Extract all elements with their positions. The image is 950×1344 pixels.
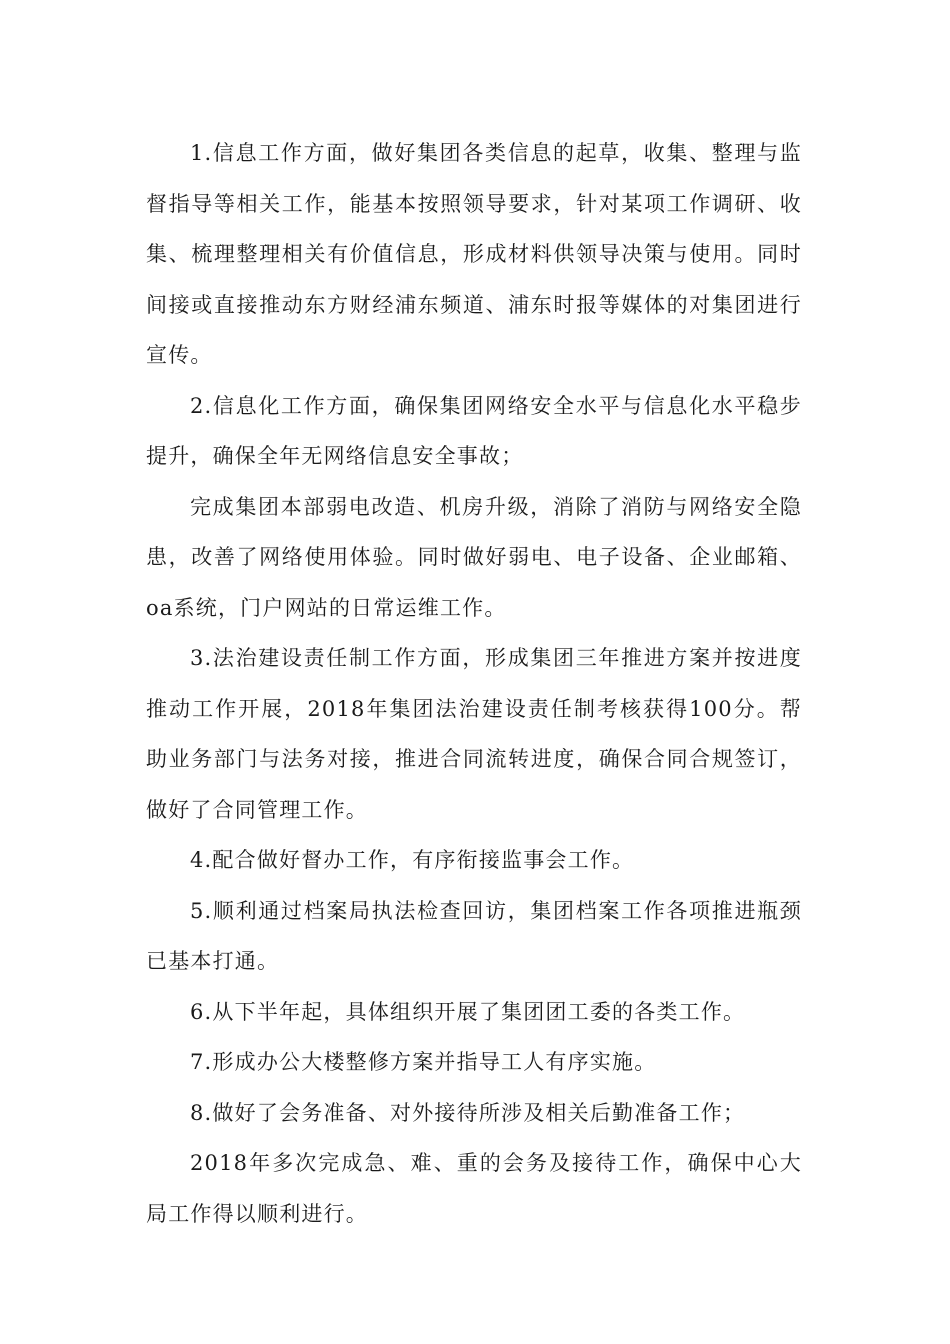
paragraph-building-renovation: 7.形成办公大楼整修方案并指导工人有序实施。 <box>190 1050 657 1074</box>
paragraph-info-work: 1.信息工作方面，做好集团各类信息的起草，收集、整理与监督指导等相关工作，能基本按照领导要求，针对某项工作调研、收集、梳理整理相关有价值信息，形成材料供领导决策与使用。同时间接或直接推动东方财经浦东频道、浦东时报等媒体的对集团进行宣传。 <box>146 141 802 367</box>
paragraph-supervision: 4.配合做好督办工作，有序衔接监事会工作。 <box>190 848 635 872</box>
paragraph-meeting-reception: 2018年多次完成急、难、重的会务及接待工作，确保中心大局工作得以顺利进行。 <box>146 1151 802 1226</box>
paragraph-youth-league: 6.从下半年起，具体组织开展了集团团工委的各类工作。 <box>190 999 746 1024</box>
paragraph-informatization: 2.信息化工作方面，确保集团网络安全水平与信息化水平稳步提升，确保全年无网络信息安全事故； <box>146 393 802 468</box>
paragraph-archives: 5.顺利通过档案局执法检查回访，集团档案工作各项推进瓶颈已基本打通。 <box>146 898 802 973</box>
document-body <box>146 128 802 1239</box>
paragraph-network-upgrade: 完成集团本部弱电改造、机房升级，消除了消防与网络安全隐患，改善了网络使用体验。同时做好弱电、电子设备、企业邮箱、oa系统，门户网站的日常运维工作。 <box>146 494 802 620</box>
paragraph-meeting-prep: 8.做好了会务准备、对外接待所涉及相关后勤准备工作； <box>190 1100 746 1125</box>
paragraph-rule-of-law: 3.法治建设责任制工作方面，形成集团三年推进方案并按进度推动工作开展，2018年集团法治建设责任制考核获得100分。帮助业务部门与法务对接，推进合同流转进度，确保合同合规签订，做好了合同管理工作。 <box>146 646 802 822</box>
